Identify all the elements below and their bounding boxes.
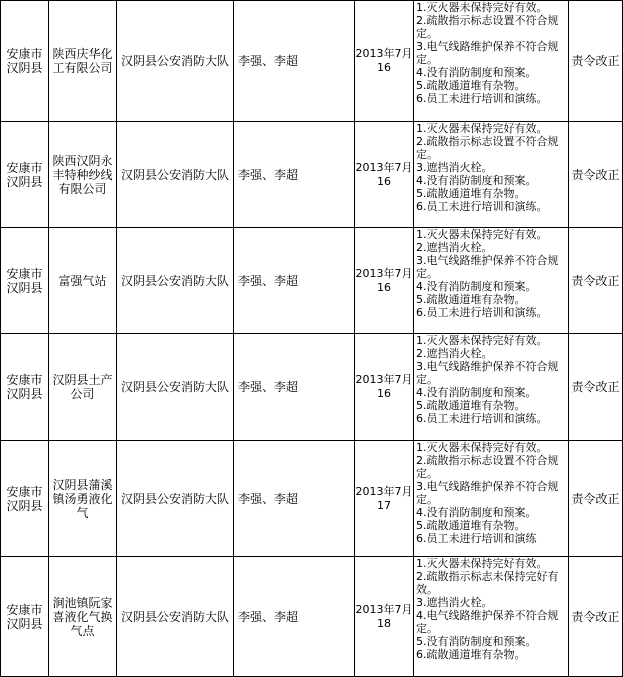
region-cell: 安康市汉阴县 — [1, 557, 49, 677]
table-row — [1, 441, 623, 557]
table-row — [1, 228, 623, 334]
problem-item: 3.遮挡消火栓。 — [416, 161, 493, 174]
problem-item: 5.疏散通道堆有杂物。 — [416, 293, 526, 306]
department-cell: 汉阴县公安消防大队 — [117, 557, 234, 677]
problem-item: 2.疏散指示标志设置不符合规定。 — [416, 135, 559, 161]
problem-item: 4.没有消防制度和预案。 — [416, 174, 537, 187]
department-cell: 汉阴县公安消防大队 — [117, 1, 234, 122]
problems-cell — [414, 1, 569, 122]
department-cell: 汉阴县公安消防大队 — [117, 228, 234, 334]
problems-cell — [414, 557, 569, 677]
problem-item: 6.员工未进行培训和演练 — [416, 532, 537, 545]
region-cell: 安康市汉阴县 — [1, 1, 49, 122]
organization-cell: 陕西庆华化工有限公司 — [49, 1, 117, 122]
problem-item: 6.员工未进行培训和演练。 — [416, 412, 548, 425]
action-cell: 责令改正 — [569, 557, 623, 677]
problem-item: 6.员工未进行培训和演练。 — [416, 200, 548, 213]
inspectors-cell: 李强、李超 — [234, 441, 355, 557]
department-cell: 汉阴县公安消防大队 — [117, 441, 234, 557]
action-cell: 责令改正 — [569, 1, 623, 122]
date-cell: 2013年7月16 — [355, 1, 414, 122]
action-cell: 责令改正 — [569, 334, 623, 441]
organization-cell: 富强气站 — [49, 228, 117, 334]
region-cell: 安康市汉阴县 — [1, 441, 49, 557]
problem-item: 5.疏散通道堆有杂物。 — [416, 187, 526, 200]
problems-cell — [414, 334, 569, 441]
problems-cell — [414, 441, 569, 557]
date-cell: 2013年7月18 — [355, 557, 414, 677]
inspection-table-body — [1, 1, 623, 677]
problem-item: 4.没有消防制度和预案。 — [416, 506, 537, 519]
problem-item: 1.灭火器未保持完好有效。 — [416, 122, 548, 135]
problem-item: 5.疏散通道堆有杂物。 — [416, 399, 526, 412]
date-cell: 2013年7月16 — [355, 228, 414, 334]
action-cell: 责令改正 — [569, 441, 623, 557]
organization-cell: 涧池镇阮家喜液化气换气点 — [49, 557, 117, 677]
date-cell: 2013年7月17 — [355, 441, 414, 557]
problem-item: 2.遮挡消火栓。 — [416, 241, 493, 254]
problem-item: 6.员工未进行培训和演练。 — [416, 306, 548, 319]
department-cell: 汉阴县公安消防大队 — [117, 122, 234, 228]
problem-item: 3.电气线路维护保养不符合规定。 — [416, 360, 559, 386]
organization-cell: 汉阴县土产公司 — [49, 334, 117, 441]
problem-item: 3.电气线路维护保养不符合规定。 — [416, 480, 559, 506]
date-cell: 2013年7月16 — [355, 122, 414, 228]
action-cell: 责令改正 — [569, 122, 623, 228]
problem-item: 6.员工未进行培训和演练。 — [416, 92, 548, 105]
table-row — [1, 557, 623, 677]
problem-item: 6.疏散通道堆有杂物。 — [416, 648, 526, 661]
problem-item: 4.没有消防制度和预案。 — [416, 280, 537, 293]
problem-item: 2.疏散指示标志未保持完好有效。 — [416, 570, 559, 596]
problem-item: 2.遮挡消火栓。 — [416, 347, 493, 360]
organization-cell: 陕西汉阴永丰特种纱线有限公司 — [49, 122, 117, 228]
problems-cell — [414, 228, 569, 334]
inspectors-cell: 李强、李超 — [234, 1, 355, 122]
inspectors-cell: 李强、李超 — [234, 334, 355, 441]
region-cell: 安康市汉阴县 — [1, 122, 49, 228]
action-cell: 责令改正 — [569, 228, 623, 334]
problem-item: 3.电气线路维护保养不符合规定。 — [416, 40, 559, 66]
problem-item: 2.疏散指示标志设置不符合规定。 — [416, 14, 559, 40]
table-row — [1, 122, 623, 228]
problem-item: 4.电气线路维护保养不符合规定。 — [416, 609, 559, 635]
inspectors-cell: 李强、李超 — [234, 557, 355, 677]
inspectors-cell: 李强、李超 — [234, 122, 355, 228]
table-row — [1, 1, 623, 122]
problems-cell — [414, 122, 569, 228]
problem-item: 5.疏散通道堆有杂物。 — [416, 79, 526, 92]
problem-item: 1.灭火器未保持完好有效。 — [416, 228, 548, 241]
problem-item: 2.疏散指示标志设置不符合规定。 — [416, 454, 559, 480]
inspectors-cell: 李强、李超 — [234, 228, 355, 334]
problem-item: 1.灭火器未保持完好有效。 — [416, 334, 548, 347]
problem-item: 1.灭火器未保持完好有效。 — [416, 557, 548, 570]
problem-item: 5.疏散通道堆有杂物。 — [416, 519, 526, 532]
region-cell: 安康市汉阴县 — [1, 228, 49, 334]
region-cell: 安康市汉阴县 — [1, 334, 49, 441]
problem-item: 5.没有消防制度和预案。 — [416, 635, 537, 648]
problem-item: 4.没有消防制度和预案。 — [416, 386, 537, 399]
problem-item: 1.灭火器未保持完好有效。 — [416, 441, 548, 454]
department-cell: 汉阴县公安消防大队 — [117, 334, 234, 441]
date-cell: 2013年7月16 — [355, 334, 414, 441]
problem-item: 4.没有消防制度和预案。 — [416, 66, 537, 79]
problem-item: 3.电气线路维护保养不符合规定。 — [416, 254, 559, 280]
problem-item: 1.灭火器未保持完好有效。 — [416, 1, 548, 14]
table-row — [1, 334, 623, 441]
problem-item: 3.遮挡消火栓。 — [416, 596, 493, 609]
organization-cell: 汉阴县蒲溪镇汤勇液化气 — [49, 441, 117, 557]
